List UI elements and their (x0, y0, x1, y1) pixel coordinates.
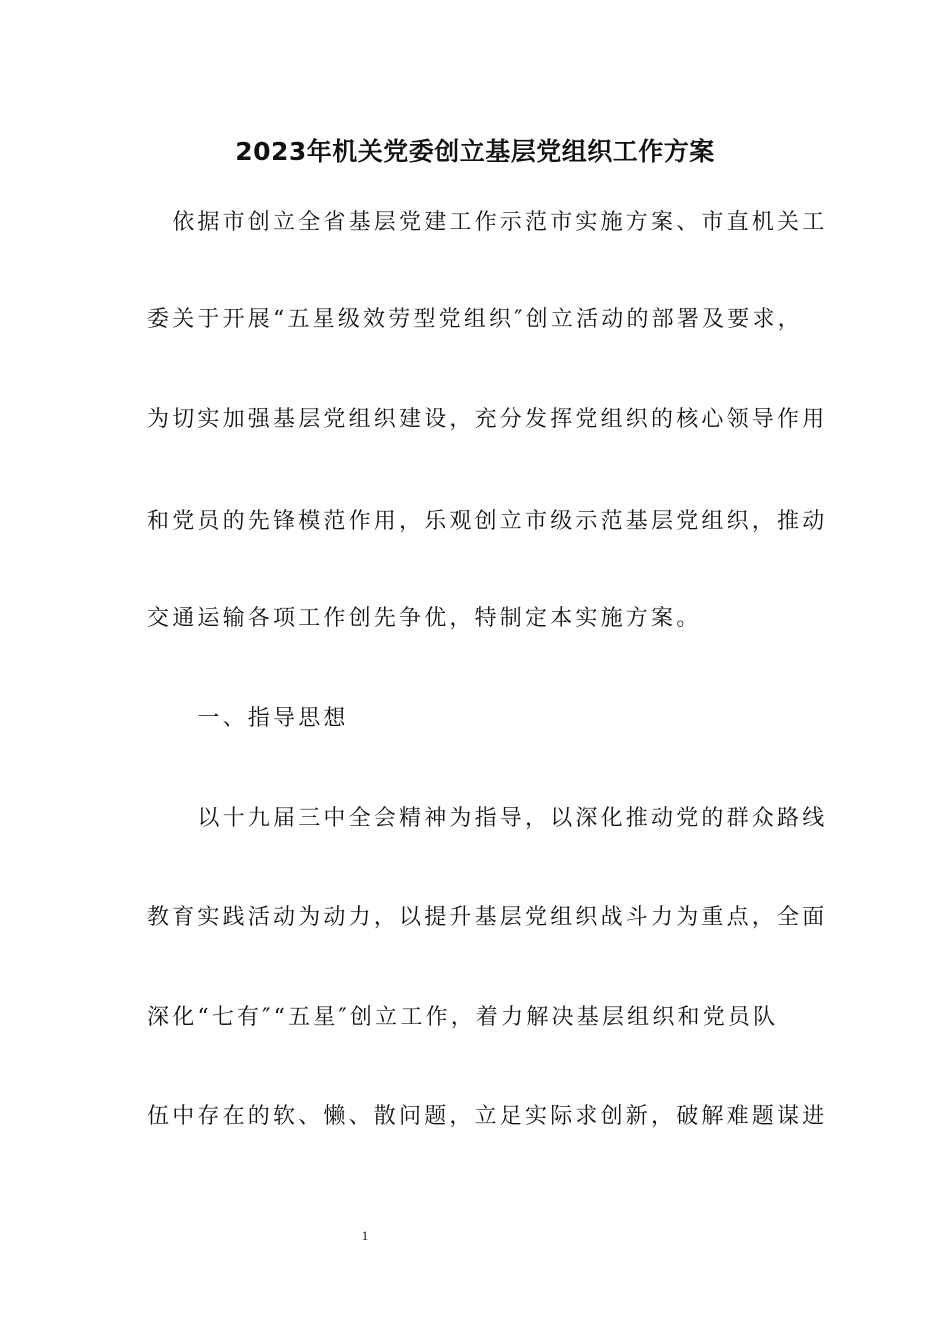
paragraph-line: 深化“七有″“五星″创立工作，着力解决基层组织和党员队 (147, 1005, 779, 1030)
paragraph-line: 以十九届三中全会精神为指导，以深化推动党的群众路线 (147, 806, 828, 831)
document-title: 2023年机关党委创立基层党组织工作方案 (235, 137, 715, 166)
paragraph-line: 和党员的先锋模范作用，乐观创立市级示范基层党组织，推动 (147, 509, 828, 534)
paragraph-line: 教育实践活动为动力，以提升基层党组织战斗力为重点，全面 (147, 905, 828, 930)
paragraph-line: 交通运输各项工作创先争优，特制定本实施方案。 (147, 606, 702, 631)
section-heading: 一、指导思想 (147, 706, 349, 731)
paragraph-line: 为切实加强基层党组织建设，充分发挥党组织的核心领导作用 (147, 407, 828, 432)
paragraph-line: 伍中存在的软、懒、散问题，立足实际求创新，破解难题谋进 (147, 1104, 828, 1129)
paragraph-line: 委关于开展“五星级效劳型党组织″创立活动的部署及要求， (147, 307, 803, 332)
page-number: 1 (361, 1228, 369, 1243)
paragraph-line: 依据市创立全省基层党建工作示范市实施方案、市直机关工 (147, 210, 828, 235)
